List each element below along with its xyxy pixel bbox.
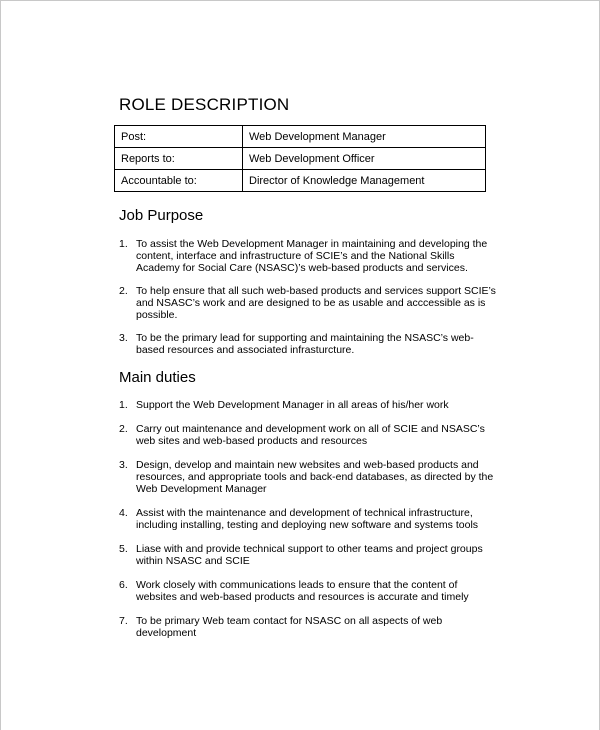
table-row bbox=[115, 148, 486, 170]
list-item bbox=[119, 238, 499, 274]
list-item-number: 5. bbox=[119, 543, 128, 555]
table-cell-value: Director of Knowledge Management bbox=[243, 170, 486, 192]
list-item-text: To help ensure that all such web-based products and services support SCIE’s and NSASC’s work and are designed to be as usable and acccessible as is possible. bbox=[136, 285, 496, 321]
table-cell-label: Post: bbox=[115, 126, 243, 148]
job-purpose-list bbox=[119, 238, 499, 356]
table-row bbox=[115, 170, 486, 192]
list-item-number: 3. bbox=[119, 332, 128, 344]
list-item-text: To be the primary lead for supporting and maintaining the NSASC’s web-based resources and associated infrasturcture. bbox=[136, 332, 474, 356]
table-cell-value: Web Development Officer bbox=[243, 148, 486, 170]
list-item bbox=[119, 423, 499, 447]
list-item-number: 2. bbox=[119, 423, 128, 435]
table-cell-value: Web Development Manager bbox=[243, 126, 486, 148]
list-item-text: To assist the Web Development Manager in maintaining and developing the content, interface and infrastructure of SCIE’s and the National Skills Academy for Social Care (NSASC)’s web-based products and services. bbox=[136, 238, 488, 274]
list-item-number: 1. bbox=[119, 238, 128, 250]
list-item-number: 1. bbox=[119, 399, 128, 411]
list-item-number: 6. bbox=[119, 579, 128, 591]
list-item bbox=[119, 285, 499, 321]
list-item bbox=[119, 615, 499, 639]
table-cell-label: Accountable to: bbox=[115, 170, 243, 192]
main-duties-heading: Main duties bbox=[119, 369, 196, 386]
job-purpose-heading: Job Purpose bbox=[119, 207, 204, 224]
list-item bbox=[119, 332, 499, 356]
list-item-text: Liase with and provide technical support to other teams and project groups within NSASC and SCIE bbox=[136, 543, 483, 567]
list-item-text: Assist with the maintenance and development of technical infrastructure, including installing, testing and deploying new software and systems tools bbox=[136, 507, 479, 531]
list-item bbox=[119, 543, 499, 567]
list-item-text: Work closely with communications leads to ensure that the content of websites and web-based products and resources is accurate and timely bbox=[136, 579, 469, 603]
list-item-text: Carry out maintenance and development work on all of SCIE and NSASC’s web sites and web-based products and resources bbox=[136, 423, 485, 447]
list-item-number: 4. bbox=[119, 507, 128, 519]
table-row bbox=[115, 126, 486, 148]
list-item-number: 7. bbox=[119, 615, 128, 627]
role-info-table bbox=[114, 125, 486, 192]
list-item bbox=[119, 399, 499, 411]
list-item-text: Support the Web Development Manager in all areas of his/her work bbox=[136, 399, 449, 411]
list-item bbox=[119, 459, 499, 495]
page-title: ROLE DESCRIPTION bbox=[119, 95, 290, 114]
list-item-number: 2. bbox=[119, 285, 128, 297]
list-item bbox=[119, 507, 499, 531]
list-item-text: To be primary Web team contact for NSASC on all aspects of web development bbox=[136, 615, 443, 639]
list-item-text: Design, develop and maintain new websites and web-based products and resources, and appropriate tools and back-end databases, as directed by the Web Development Manager bbox=[136, 459, 494, 495]
main-duties-list bbox=[119, 399, 499, 639]
list-item-number: 3. bbox=[119, 459, 128, 471]
list-item bbox=[119, 579, 499, 603]
table-cell-label: Reports to: bbox=[115, 148, 243, 170]
